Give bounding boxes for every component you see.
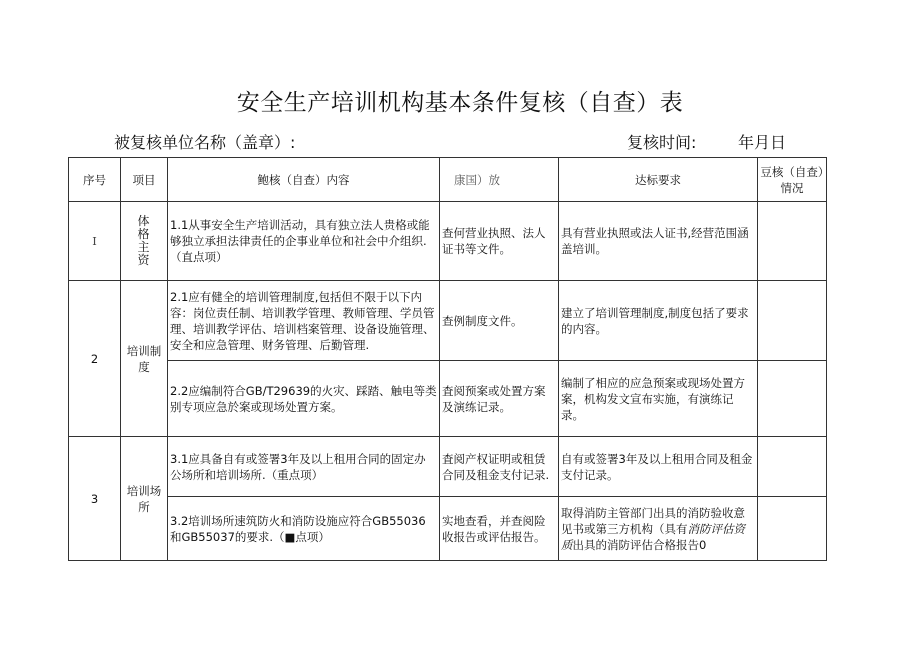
- row-result: [758, 437, 827, 497]
- row-method: 查例制度文件。: [440, 281, 559, 361]
- table-row: [69, 361, 827, 437]
- row-no: 2: [69, 281, 121, 437]
- row-method: 査阅产权证明或租赁合同及租金支付记录.: [440, 437, 559, 497]
- row-requirement: 具有营业执照或法人证书,经营范围涵盖培训。: [559, 202, 758, 281]
- row-item-text: 体格主资: [137, 214, 150, 267]
- header-no: 序号: [69, 158, 121, 202]
- header-requirement: 达标要求: [559, 158, 758, 202]
- review-date-label: 年月日: [738, 133, 787, 152]
- table-row: [69, 281, 827, 361]
- row-requirement: [559, 497, 758, 561]
- requirement-part-a: 取得消防主管部门出具的消防验收意见书或第三方机构（具有: [561, 505, 745, 536]
- row-requirement: 自有或签署3年及以上租用合同及租金支付记录。: [559, 437, 758, 497]
- row-content: 3.2培训场所速筑防火和消防设施应符合GB55036和GB55037的要求.（■点项）: [168, 497, 440, 561]
- table-header-row: [69, 158, 827, 202]
- row-result: [758, 497, 827, 561]
- table-row: [69, 437, 827, 497]
- header-method: 康国）放: [440, 158, 559, 202]
- row-method: 实地查看，并查阅险收报告或评估报告。: [440, 497, 559, 561]
- row-content: 2.2应编制符合GB/T29639的火灾、踩踏、触电等类别专项应急於案或现场处置方案。: [168, 361, 440, 437]
- row-item: 培训场所: [121, 437, 168, 561]
- row-no: 3: [69, 437, 121, 561]
- requirement-part-b: 消防评估资质: [561, 521, 745, 552]
- row-content: 2.1应有健全的培训管理制度,包括但不限于以下内容：岗位责任制、培训教学管理、教师管理、学员管理、培训教学评估、培训档案管理、设备设施管理、安全和应急管理、财务管理、后勤管理.: [168, 281, 440, 361]
- unit-name-label: 被复核单位名称（盖章）:: [114, 133, 296, 152]
- table-row: [69, 497, 827, 561]
- row-item: [121, 202, 168, 281]
- row-requirement: 编制了相应的应急预案或现场处置方案，机构发文宣布实施，有演练记录。: [559, 361, 758, 437]
- row-result: [758, 281, 827, 361]
- requirement-part-c: 出具的消防评估合格报告0: [572, 537, 707, 552]
- row-item: 培训制度: [121, 281, 168, 437]
- row-method: 査阅预案或处置方案及演练记录。: [440, 361, 559, 437]
- review-time-label: 复核时间:: [627, 133, 697, 152]
- page-title: 安全生产培训机构基本条件复核（自查）表: [236, 90, 684, 116]
- review-table: [68, 157, 827, 561]
- row-no: I: [69, 202, 121, 281]
- row-requirement: 建立了培训管理制度,制度包括了要求的内容。: [559, 281, 758, 361]
- table-row: [69, 202, 827, 281]
- row-result: [758, 202, 827, 281]
- header-result: 豆核（自查）情况: [758, 158, 827, 202]
- row-content: 3.1应具备自有或签署3年及以上租用合同的固定办公场所和培训场所.（重点项）: [168, 437, 440, 497]
- row-result: [758, 361, 827, 437]
- header-item: 项目: [121, 158, 168, 202]
- row-content: 1.1从事安全生产培训活动，具有独立法人贵格或能够独立承担法律责任的企事业单位和社会中介组织.（直点项）: [168, 202, 440, 281]
- row-method: 查何营业执照、法人证书等文件。: [440, 202, 559, 281]
- header-content: 鲍核（自查）内容: [168, 158, 440, 202]
